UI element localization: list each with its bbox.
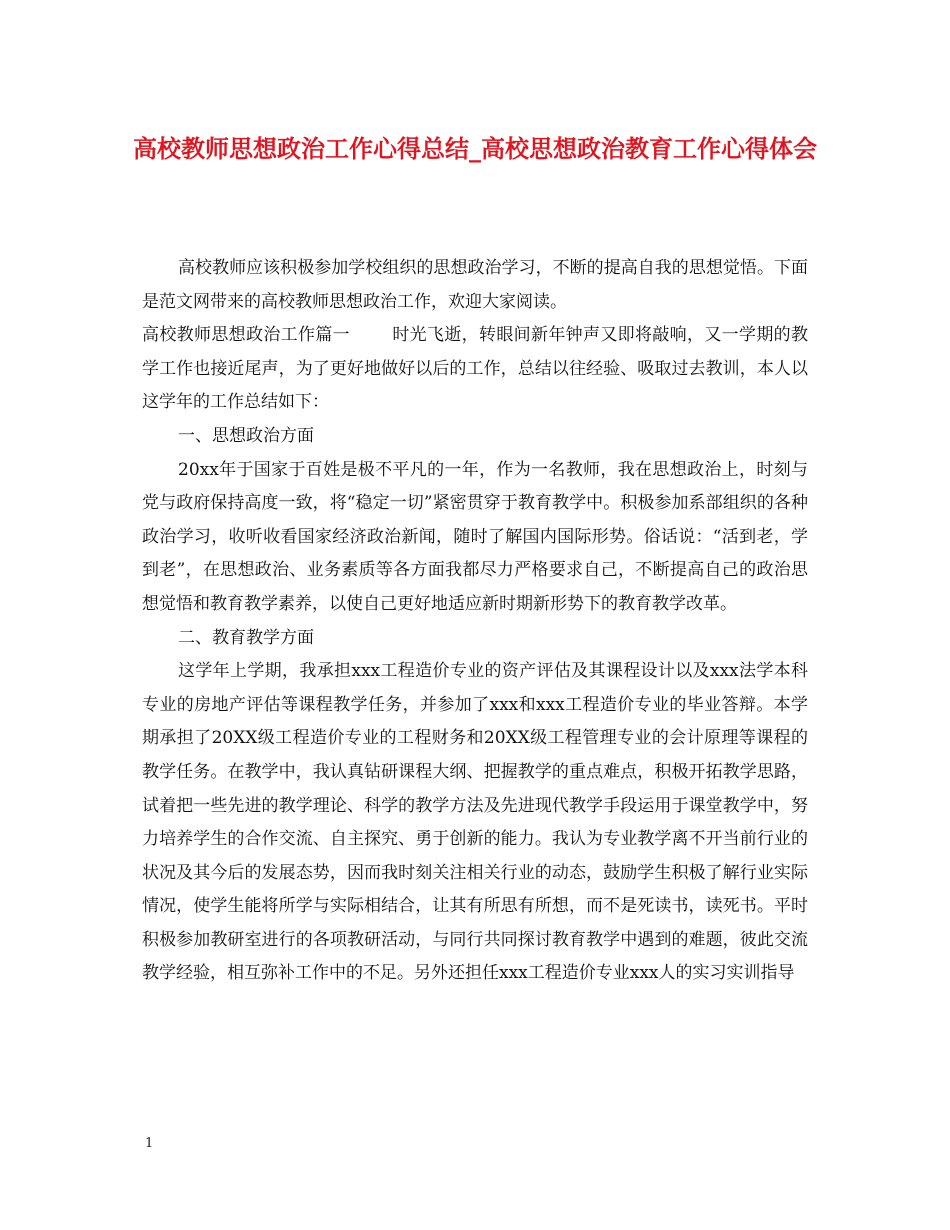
section-paragraph-2: 这学年上学期，我承担xxx工程造价专业的资产评估及其课程设计以及xxx法学本科专业的房地产评估等课程教学任务，并参加了xxx和xxx工程造价专业的毕业答辩。本学期承担了20XX级工程造价专业的工程财务和20XX级工程管理专业的会计原理等课程的教学任务。在教学中，我认真钻研课程大纲、把握教学的重点难点，积极开拓教学思路，试着把一些先进的教学理论、科学的教学方法及先进现代教学手段运用于课堂教学中，努力培养学生的合作交流、自主探究、勇于创新的能力。我认为专业教学离不开当前行业的状况及其今后的发展态势，因而我时刻关注相关行业的动态，鼓励学生积极了解行业实际情况，使学生能将所学与实际相结合，让其有所思有所想，而不是死读书，读死书。平时积极参加教研室进行的各项教研活动，与同行共同探讨教育教学中遇到的难题，彼此交流教学经验，相互弥补工作中的不足。另外还担任xxx工程造价专业xxx人的实习实训指导 (142, 661, 808, 984)
page-number: 1 (145, 1136, 154, 1151)
intro-paragraph: 高校教师应该积极参加学校组织的思想政治学习，不断的提高自我的思想觉悟。下面是范文网带来的高校教师思想政治工作，欢迎大家阅读。 (142, 258, 808, 312)
part-label: 高校教师思想政治工作篇一 (142, 325, 350, 346)
section-heading-2: 二、教育教学方面 (178, 627, 314, 648)
document-title: 高校教师思想政治工作心得总结_高校思想政治教育工作心得体会 (133, 134, 817, 163)
document-body (142, 252, 808, 991)
part-paragraph (142, 319, 808, 420)
part-text: 时光飞逝，转眼间新年钟声又即将敲响，又一学期的教学工作也接近尾声，为了更好地做好以后的工作，总结以往经验、吸取过去教训，本人以这学年的工作总结如下： (142, 325, 808, 413)
section-heading-1: 一、思想政治方面 (178, 425, 314, 446)
section-paragraph-1: 20xx年于国家于百姓是极不平凡的一年，作为一名教师，我在思想政治上，时刻与党与政府保持高度一致，将“稳定一切”紧密贯穿于教育教学中。积极参加系部组织的各种政治学习，收听收看国家经济政治新闻，随时了解国内国际形势。俗话说：“活到老，学到老”，在思想政治、业务素质等各方面我都尽力严格要求自己，不断提高自己的政治思想觉悟和教育教学素养，以使自己更好地适应新时期新形势下的教育教学改革。 (142, 459, 808, 614)
